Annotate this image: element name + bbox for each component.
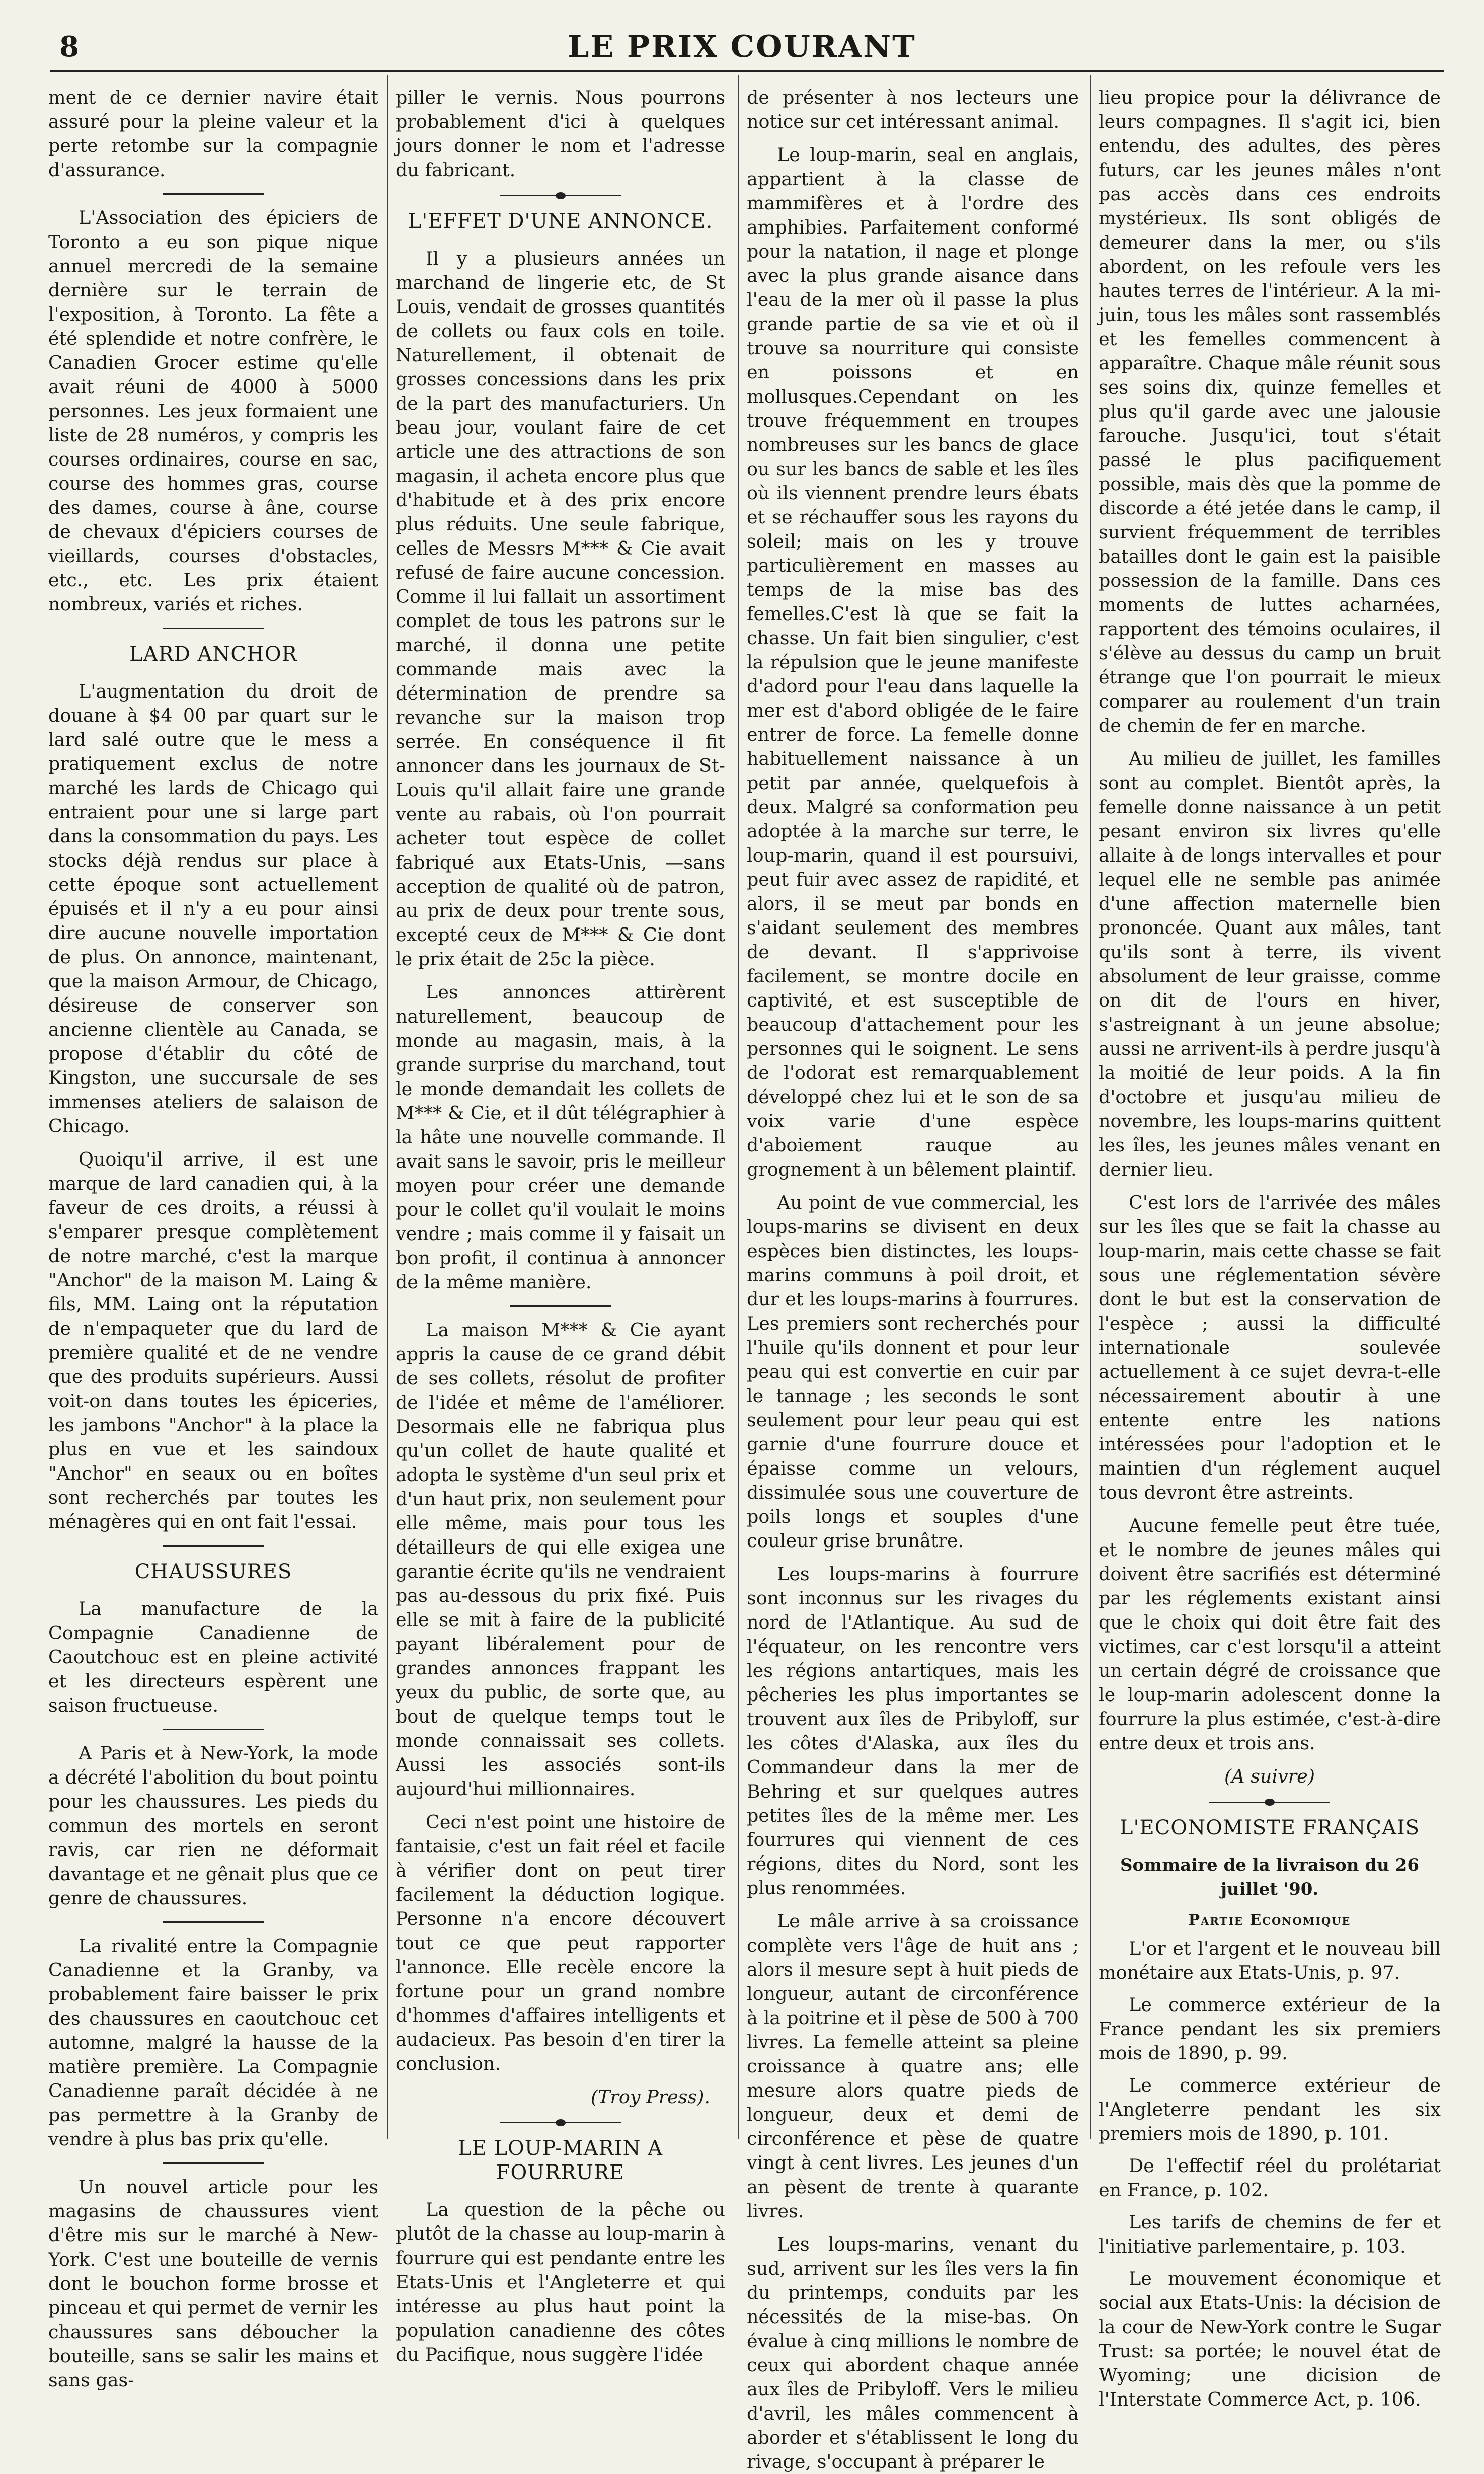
paragraph: C'est lors de l'arrivée des mâles sur les îles que se fait la chasse au loup-marin, mais cette chasse se fait sous une réglementation sévère dont le but est la conservation de l'espèce ; aussi la difficulté internationale soulevée actuellement à ce sujet devra-t-elle nécessairement aboutir à une entente entre les nations intéressées pour l'adoption et le maintien d'un réglement auquel tous devront être astreints. xyxy=(1099,1192,1441,1503)
separator xyxy=(163,2162,264,2164)
page-number: 8 xyxy=(59,30,79,63)
paragraph: Aucune femelle peut être tuée, et le nombre de jeunes mâles qui doivent être sacrifiés est déterminé par les réglements existant ainsi que le choix qui doit être fait des victimes, car c'est lorsqu'il a atteint un certain dégré de croissance que le loup-marin adolescent donne la fourrure la plus estimée, c'est-à-dire entre deux et trois ans. xyxy=(1099,1515,1441,1754)
paragraph: L'augmentation du droit de douane à $4 00 par quart sur le lard salé outre que le mess a pratiquement exclus de notre marché les lards de Chicago qui entraient pour une si large part dans la consommation du pays. Les stocks déjà rendus sur place à cette époque sont actuellement épuisés et il n'y a eu pour ainsi dire aucune nouvelle importation de plus. On annonce, maintenant, que la maison Armour, de Chicago, désireuse de conserver son ancienne clientèle au Canada, se propose d'établir du côté de Kingston, une succursale de ses immenses ateliers de salaison de Chicago. xyxy=(48,680,378,1137)
column-2 xyxy=(396,86,725,2365)
summary-title: Sommaire de la livraison du 26 juillet '90. xyxy=(1120,1855,1419,1899)
ornament-separator xyxy=(1209,1802,1330,1803)
paragraph: Au milieu de juillet, les familles sont au complet. Bientôt après, la femelle donne naissance à un petit pesant environ six livres qu'elle allaite à de longs intervalles et pour lequel elle ne semble pas animée d'une affection maternelle bien prononcée. Quant aux mâles, tant qu'ils sont à terre, ils vivent absolument de leur graisse, comme on dit de l'ours en hiver, s'astreignant à un jeune absolue; aussi ne arrivent-ils à perdre jusqu'à la moitié de leur poids. A la fin d'octobre et jusqu'au milieu de novembre, les loups-marins quittent les îles, les jeunes mâles venant en dernier lieu. xyxy=(1099,748,1441,1180)
paragraph: La manufacture de la Compagnie Canadienne de Caoutchouc est en pleine activité et les directeurs espèrent une saison fructueuse. xyxy=(48,1598,378,1716)
to-be-continued: (A suivre) xyxy=(1224,1765,1315,1787)
section-heading-economiste: L'ECONOMISTE FRANÇAIS xyxy=(1119,1816,1420,1839)
list-item: Le commerce extérieur de la France pendant les six premiers mois de 1890, p. 99. xyxy=(1099,1994,1441,2064)
paragraph: L'Association des épiciers de Toronto a eu son pique nique annuel mercredi de la semaine dernière sur le terrain de l'exposition, à Toronto. La fête a été splendide et notre confrère, le Canadien Grocer estime qu'elle avait réuni de 4000 à 5000 personnes. Les jeux formaient une liste de 28 numéros, y compris les courses ordinaires, course en sac, course des hommes gras, course des dames, course à âne, course de chevaux d'épiciers courses de vieillards, courses d'obstacles, etc., etc. Les prix étaient nombreux, variés et riches. xyxy=(48,207,378,615)
paragraph: Un nouvel article pour les magasins de chaussures vient d'être mis sur le marché à New-York. C'est une bouteille de vernis dont le bouchon forme brosse et pinceau et qui permet de vernir les chaussures sans déboucher la bouteille, sans se salir les mains et sans gas- xyxy=(48,2176,378,2391)
separator xyxy=(510,1305,611,1307)
header-rule xyxy=(50,70,1444,72)
column-rule xyxy=(387,75,388,2139)
ornament-separator xyxy=(500,2122,621,2123)
list-item: De l'effectif réel du prolétariat en France, p. 102. xyxy=(1099,2155,1441,2201)
list-item: Le mouvement économique et social aux Etats-Unis: la décision de la cour de New-York contre le Sugar Trust: sa portée; le nouvel état de Wyoming; une dicision de l'Interstate Commerce Act, p. 106. xyxy=(1099,2268,1441,2410)
separator xyxy=(163,193,264,195)
paragraph: de présenter à nos lecteurs une notice sur cet intéressant animal. xyxy=(747,87,1079,132)
column-4 xyxy=(1099,86,1441,2410)
section-subheading: Partie Economique xyxy=(1188,1911,1351,1929)
paragraph: lieu propice pour la délivrance de leurs compagnes. Il s'agit ici, bien entendu, des adultes, des pères futurs, car les jeunes mâles n'ont pas accès dans ces endroits mystérieux. Ils sont obligés de demeurer dans la mer, ou s'ils abordent, on les refoule vers les hautes terres de l'intérieur. A la mi-juin, tous les mâles sont rassemblés et les femelles commencent à apparaître. Chaque mâle réunit sous ses soins dix, quinze femelles et plus qu'il garde avec une jalousie farouche. Jusqu'ici, tout s'était passé le plus pacifiquement possible, mais dès que la pomme de discorde a été jetée dans le camp, il survient fréquemment de terribles batailles dont le gain est la paisible possession de la famille. Dans ces moments de luttes acharnées, rapportent des témoins oculaires, il s'élève au dessus du camp un bruit étrange que l'on pourrait le mieux comparer au roulement d'un train de chemin de fer en marche. xyxy=(1099,87,1441,736)
column-1 xyxy=(48,86,378,2391)
paragraph: Quoiqu'il arrive, il est une marque de lard canadien qui, à la faveur de ces droits, a réussi à s'emparer presque complètement de notre marché, c'est la marque "Anchor" de la maison M. Laing & fils, MM. Laing ont la réputation de n'empaqueter que du lard de première qualité et de ne vendre que des produits supérieurs. Aussi voit-on dans toutes les épiceries, les jambons "Anchor" à la place la plus en vue et les saindoux "Anchor" en seaux ou en boîtes sont recherchés par toutes les ménagères qui en ont fait l'essai. xyxy=(48,1148,378,1532)
paragraph: ment de ce dernier navire était assuré pour la pleine valeur et la perte retombe sur la compagnie d'assurance. xyxy=(48,87,378,181)
section-heading-chaussures: CHAUSSURES xyxy=(134,1560,292,1583)
paragraph: Au point de vue commercial, les loups-marins se divisent en deux espèces bien distinctes, les loups-marins communs à poil droit, et dur et les loups-marins à fourrures. Les premiers sont recherchés pour l'huile qu'ils donnent et pour leur peau qui est convertie en cuir par le tannage ; les seconds le sont seulement pour leur peau qui est garnie d'une fourrure douce et épaisse comme un velours, dissimulée sous une couverture de poils longs et souples d'une couleur grise brunâtre. xyxy=(747,1192,1079,1552)
column-rule xyxy=(1090,75,1091,2139)
section-heading-lard-anchor: LARD ANCHOR xyxy=(129,643,297,666)
paragraph: Ceci n'est point une histoire de fantaisie, c'est un fait réel et facile à vérifier dont on peut tirer facilement la déduction logique. Personne n'a encore découvert tout ce que peut rapporter l'annonce. Elle recèle encore la fortune pour un grand nombre d'hommes d'affaires intelligents et audacieux. Pas besoin d'en tirer la conclusion. xyxy=(396,1811,725,2074)
paragraph: Les loups-marins, venant du sud, arrivent sur les îles vers la fin du printemps, conduits par les nécessités de la mise-bas. On évalue à cinq millions le nombre de ceux qui abordent chaque année aux îles de Pribyloff. Vers le milieu d'avril, les mâles commencent à aborder et s'établissent le long du rivage, s'occupant à préparer le xyxy=(747,2233,1079,2472)
paragraph: La rivalité entre la Compagnie Canadienne et la Granby, va probablement faire baisser le prix des chaussures en caoutchouc cet automne, malgré la hausse de la matière première. La Compagnie Canadienne paraît décidée à ne pas permettre à la Granby de vendre à plus bas prix qu'elle. xyxy=(48,1935,378,2150)
paragraph: piller le vernis. Nous pourrons probablement d'ici à quelques jours donner le nom et l'adresse du fabricant. xyxy=(396,87,725,181)
column-3 xyxy=(747,86,1079,2472)
separator xyxy=(163,628,264,629)
separator xyxy=(163,1545,264,1547)
list-item: Les tarifs de chemins de fer et l'initiative parlementaire, p. 103. xyxy=(1099,2211,1441,2257)
separator xyxy=(163,1729,264,1730)
source-attribution: (Troy Press). xyxy=(590,2086,710,2108)
paragraph: Les loups-marins à fourrure sont inconnus sur les rivages du nord de l'Atlantique. Au sud de l'équateur, on les rencontre vers les régions antartiques, mais les pêcheries les plus importantes se trouvent aux îles de Pribyloff, sur les côtes d'Alaska, aux îles du Commandeur dans la mer de Behring et sur quelques autres petites îles de la même mer. Les fourrures qui viennent de ces régions, dites du Nord, sont les plus renommées. xyxy=(747,1563,1079,1899)
paragraph: Il y a plusieurs années un marchand de lingerie etc, de St Louis, vendait de grosses quantités de collets ou faux cols en toile. Naturellement, il obtenait de grosses concessions dans les prix de la part des manufacturiers. Un beau jour, voulant faire de cet article une des attractions de son magasin, il acheta encore plus que d'habitude et à des prix encore plus réduits. Une seule fabrique, celles de Messrs M*** & Cie avait refusé de faire aucune concession. Comme il lui fallait un assortiment complet de tous les patrons sur le marché, il donna une petite commande mais avec la détermination de prendre sa revanche sur la maison trop serrée. En conséquence il fit annoncer dans les journaux de St-Louis qu'il allait faire une grande vente au rabais, où l'on pourrait acheter tout espèce de collet fabriqué aux Etats-Unis, —sans acception de qualité où de patron, au prix de deux pour trente sous, excepté ceux de M*** & Cie dont le prix était de 25c la pièce. xyxy=(396,248,725,970)
paragraph: Les annonces attirèrent naturellement, beaucoup de monde au magasin, mais, à la grande surprise du marchand, tout le monde demandait les collets de M*** & Cie, et il dût télégraphier à la hâte une nouvelle commande. Il avait sans le savoir, pris le meilleur moyen pour créer une demande pour le collet qu'il voulait le moins vendre ; mais comme il y faisait un bon profit, il continua à annoncer de la même manière. xyxy=(396,981,725,1293)
section-heading-loup-marin: LE LOUP-MARIN A FOURRURE xyxy=(457,2137,663,2184)
separator xyxy=(163,1921,264,1923)
paragraph: Le mâle arrive à sa croissance complète vers l'âge de huit ans ; alors il mesure sept à huit pieds de longueur, autant de circonférence à la poitrine et il pèse de 500 à 700 livres. La femelle atteint sa pleine croissance à quatre ans; elle mesure alors quatre pieds de longueur, deux et demi de circonférence et pèse de quatre vingt à cent livres. Les jeunes d'un an pèsent de trente à quarante livres. xyxy=(747,1910,1079,2222)
list-item: Le commerce extérieur de l'Angleterre pendant les six premiers mois de 1890, p. 101. xyxy=(1099,2074,1441,2144)
column-rule xyxy=(738,75,739,2139)
list-item: L'or et l'argent et le nouveau bill monétaire aux Etats-Unis, p. 97. xyxy=(1099,1938,1441,1983)
paragraph: La question de la pêche ou plutôt de la chasse au loup-marin à fourrure qui est pendante entre les Etats-Unis et l'Angleterre et qui intéresse au plus haut point la population canadienne des côtes du Pacifique, nous suggère l'idée xyxy=(396,2199,725,2365)
masthead: LE PRIX COURANT xyxy=(568,29,916,64)
paragraph: Le loup-marin, seal en anglais, appartient à la classe de mammifères et à l'ordre des amphibies. Parfaitement conformé pour la natation, il nage et plonge avec la plus grande aisance dans l'eau de la mer où il passe la plus grande partie de sa vie et où il trouve sa nourriture qui consiste en poissons et en mollusques.Cependant on les trouve fréquemment en troupes nombreuses sur les bancs de glace ou sur les bancs de sable et les îles où ils viennent prendre leurs ébats et se réchauffer sous les rayons du soleil; mais on les y trouve particulièrement en masses au temps de la mise bas des femelles.C'est là que se fait la chasse. Un fait bien singulier, c'est la répulsion que le jeune manifeste d'adord pour l'eau dans laquelle la mer est d'abord obligée de le faire entrer de force. La femelle donne habituellement naissance à un petit par année, quelquefois à deux. Malgré sa conformation peu adoptée à la marche sur terre, le loup-marin, quand il est poursuivi, peut fuir avec assez de rapidité, et alors, il se meut par bonds en s'aidant seulement des membres de devant. Il s'apprivoise facilement, se montre docile en captivité, et est susceptible de beaucoup d'attachement pour les personnes qui le soignent. Le sens de l'odorat est remarquablement développé chez lui et le son de sa voix varie d'une espèce d'aboiement rauque au grognement à un bêlement plaintif. xyxy=(747,144,1079,1180)
paragraph: La maison M*** & Cie ayant appris la cause de ce grand débit de ses collets, résolut de profiter de l'idée et même de l'améliorer. Desormais elle ne fabriqua plus qu'un collet de haute qualité et adopta le système d'un seul prix et d'un haut prix, non seulement pour elle même, mais pour tous les détailleurs de qui elle exigea une garantie écrite qu'ils ne vendraient pas au-dessous du prix fixé. Puis elle se mit à faire de la publicité payant libéralement pour de grandes annonces frappant les yeux du public, de sorte que, au bout de quelque temps tout le monde connaissait ses collets. Aussi les associés sont-ils aujourd'hui millionnaires. xyxy=(396,1319,725,1800)
ornament-separator xyxy=(500,195,621,196)
paragraph: A Paris et à New-York, la mode a décrété l'abolition du bout pointu pour les chaussures. Les pieds du commun des mortels en seront ravis, car rien ne déformait davantage et ne gênait plus que ce genre de chaussures. xyxy=(48,1742,378,1909)
table-of-contents xyxy=(1099,1937,1441,2412)
section-heading-effet-annonce: L'EFFET D'UNE ANNONCE. xyxy=(408,210,713,233)
